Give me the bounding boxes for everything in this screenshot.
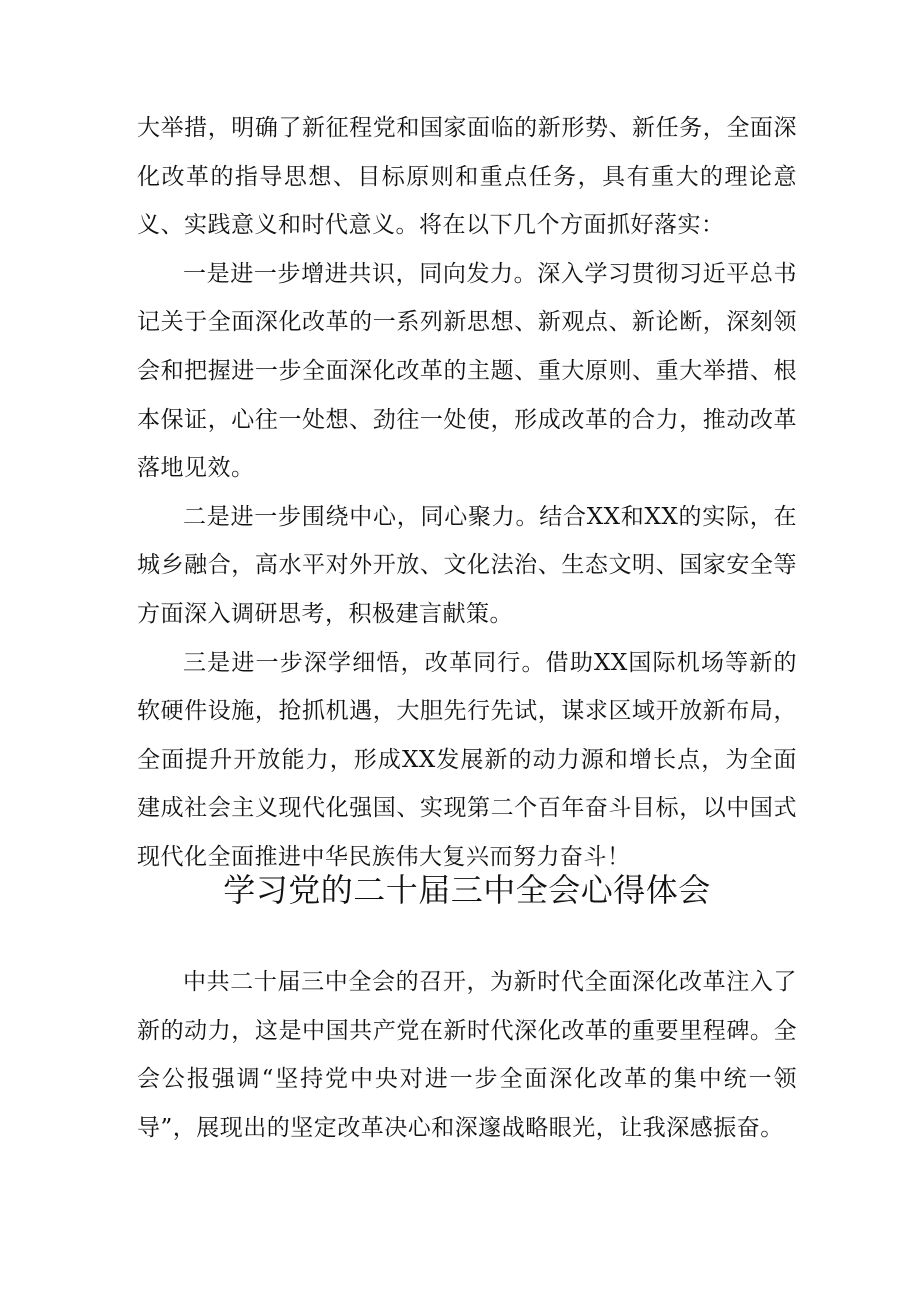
paragraph-intro: 中共二十届三中全会的召开，为新时代全面深化改革注入了新的动力，这是中国共产党在新时代深化改革的重要里程碑。全会公报强调“坚持党中央对进一步全面深化改革的集中统一领导”，展现出的坚定改革决心和深邃战略眼光，让我深感振奋。	[137, 969, 797, 1141]
paragraph-continuation: 大举措，明确了新征程党和国家面临的新形势、新任务，全面深化改革的指导思想、目标原则和重点任务，具有重大的理论意义、实践意义和时代意义。将在以下几个方面抓好落实：	[137, 115, 797, 239]
paragraph-point-three: 三是进一步深学细悟，改革同行。借助XX国际机场等新的软硬件设施，抢抓机遇，大胆先行先试，谋求区域开放新布局，全面提升开放能力，形成XX发展新的动力源和增长点，为全面建成社会主义现代化强国、实现第二个百年奋斗目标，以中国式现代化全面推进中华民族伟大复兴而努力奋斗！	[137, 649, 797, 870]
section-2-body	[137, 958, 797, 1152]
paragraph-point-one: 一是进一步增进共识，同向发力。深入学习贯彻习近平总书记关于全面深化改革的一系列新思想、新观点、新论断，深刻领会和把握进一步全面深化改革的主题、重大原则、重大举措、根本保证，心往一处想、劲往一处使，形成改革的合力，推动改革落地见效。	[137, 260, 797, 482]
paragraph-point-two: 二是进一步围绕中心，同心聚力。结合XX和XX的实际，在城乡融合，高水平对外开放、文化法治、生态文明、国家安全等方面深入调研思考，积极建言献策。	[137, 503, 797, 627]
document-title: 学习党的二十届三中全会心得体会	[223, 871, 711, 909]
section-1-body	[137, 104, 797, 882]
